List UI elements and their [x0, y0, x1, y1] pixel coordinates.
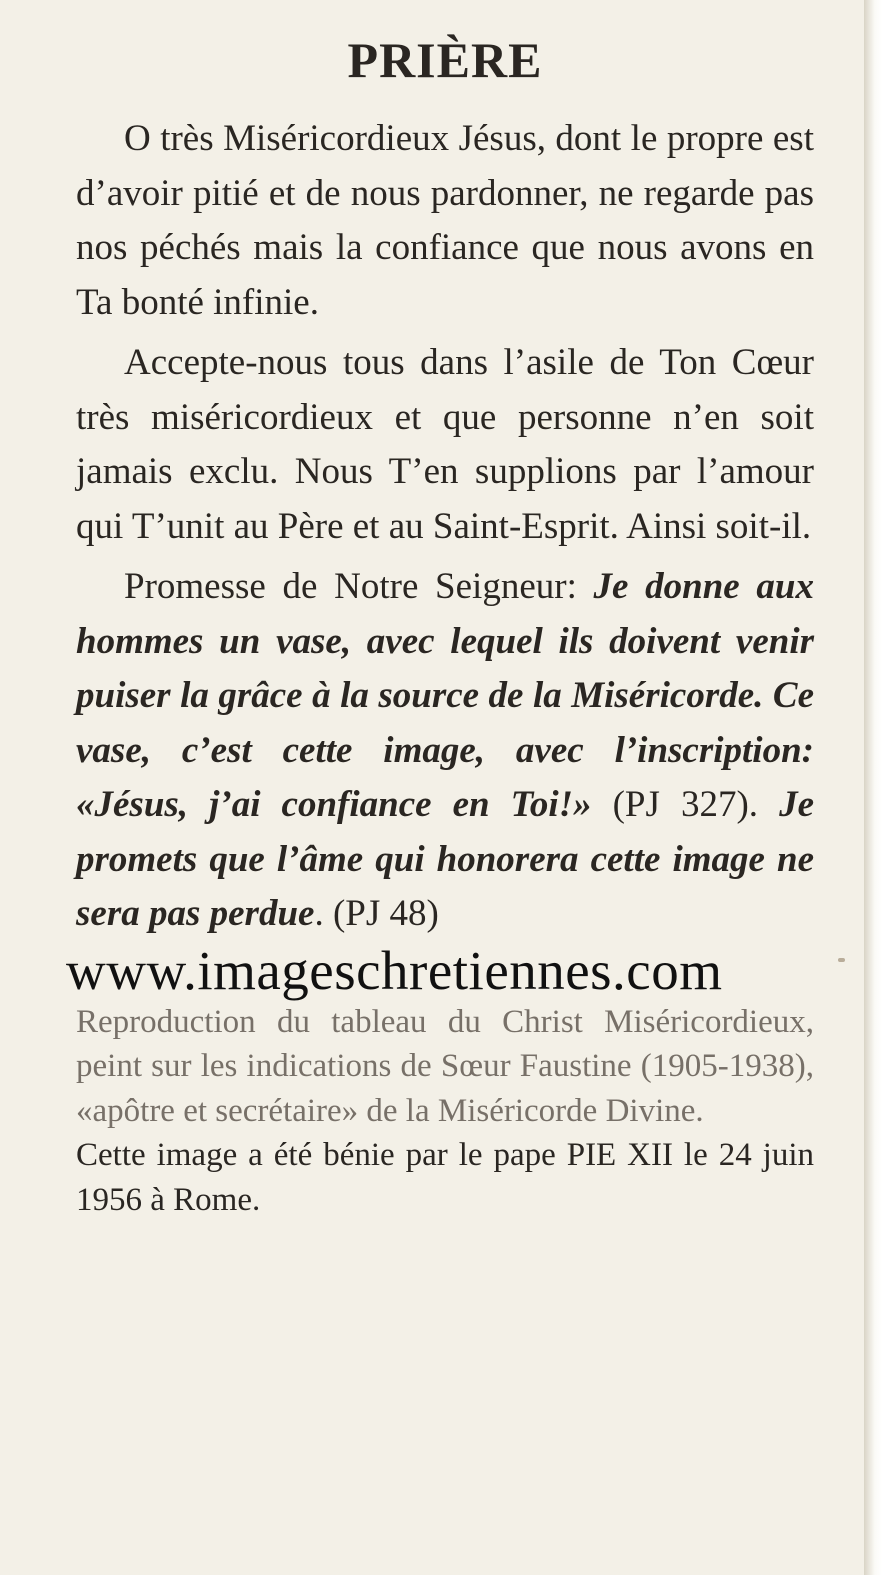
promise-intro: Promesse de Notre Seigneur: — [124, 566, 594, 607]
image-caption: Reproduction du tableau du Christ Miséricordieux, peint sur les indications de Sœur Faustine (1905-1938), «apôtre et secrétaire» de la Miséricorde Divine. — [76, 1003, 814, 1129]
promise-paragraph — [76, 560, 814, 942]
promise-reference-1: (PJ 327). — [591, 784, 780, 825]
website-watermark: www.imageschretiennes.com — [66, 939, 723, 1001]
blessing-note: Cette image a été bénie par le pape PIE XII le 24 juin 1956 à Rome. — [76, 1137, 814, 1218]
promise-quote-1: Je donne aux hommes un vase, avec lequel ils doivent venir puiser la grâce à la source de la Miséricorde. Ce vase, c’est cette image, avec l’inscription: «Jésus, j’ai confiance en Toi!» — [76, 566, 814, 825]
paper-speck — [838, 958, 845, 962]
promise-reference-2: . (PJ 48) — [314, 893, 439, 934]
card-edge — [864, 0, 882, 1575]
prayer-paragraph-1: O très Miséricordieux Jésus, dont le propre est d’avoir pitié et de nous pardonner, ne regarde pas nos péchés mais la confiance que nous avons en Ta bonté infinie. — [76, 118, 814, 323]
promise-quote-2: Je promets que l’âme qui honorera cette image ne sera pas perdue — [76, 784, 815, 934]
page-title: PRIÈRE — [347, 32, 543, 88]
prayer-paragraph-2: Accepte-nous tous dans l’asile de Ton Cœur très miséricordieux et que personne n’en soit jamais exclu. Nous T’en supplions par l’amour qui T’unit au Père et au Saint-Esprit. Ainsi soit-il. — [76, 342, 814, 547]
